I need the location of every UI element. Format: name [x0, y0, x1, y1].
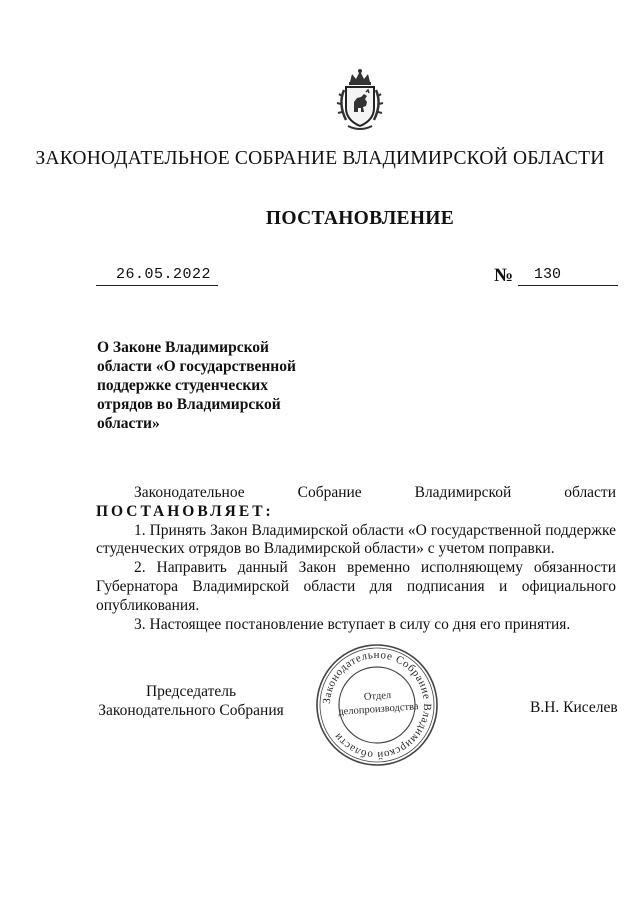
- decree-item-1: 1. Принять Закон Владимирской области «О государственной поддержке студенческих отрядов во Владимирской области» с учетом поправки.: [96, 521, 616, 558]
- subject-line: О Законе Владимирской: [97, 339, 269, 356]
- preamble-word: Законодательное: [134, 484, 245, 501]
- document-date: 26.05.2022: [116, 266, 212, 283]
- decree-item-2: 2. Направить данный Закон временно исполняющему обязанности Губернатора Владимирской области для подписания и официального опубликования.: [96, 559, 616, 614]
- signatory-name: В.Н. Киселев: [530, 699, 618, 716]
- date-field: [96, 265, 218, 286]
- document-type-title: ПОСТАНОВЛЕНИЕ: [265, 208, 455, 229]
- coat-of-arms-emblem: [336, 68, 384, 132]
- signatory-position: [96, 682, 286, 720]
- preamble-word: Владимирской: [414, 484, 512, 501]
- subject-line: области»: [97, 415, 160, 432]
- document-subject: [97, 338, 307, 433]
- preamble-word: Собрание: [297, 484, 362, 501]
- subject-line: поддержке студенческих: [97, 377, 268, 394]
- decree-word: ПОСТАНОВЛЯЕТ:: [96, 502, 274, 520]
- vladimir-oblast-coat-of-arms-icon: [336, 68, 384, 132]
- preamble-word: области: [564, 484, 617, 501]
- subject-line: отрядов во Владимирской: [97, 396, 281, 413]
- position-line: Законодательного Собрания: [98, 702, 284, 719]
- document-number: 130: [534, 266, 562, 283]
- preamble: [96, 484, 616, 503]
- number-field: [518, 265, 618, 286]
- number-sign: №: [494, 265, 514, 286]
- decree-item-3: 3. Настоящее постановление вступает в силу со дня его принятия.: [134, 615, 571, 633]
- stamp-center-line: Отдел: [363, 690, 392, 703]
- subject-line: области «О государственной: [97, 358, 296, 375]
- organization-title: ЗАКОНОДАТЕЛЬНОЕ СОБРАНИЕ ВЛАДИМИРСКОЙ ОБЛАСТИ: [35, 148, 605, 169]
- stamp-center-line: делопроизводства: [338, 701, 419, 718]
- stamp-ring-text: Законодательное Собрание Владимирской области: [320, 648, 434, 762]
- document-body: [96, 484, 616, 634]
- position-line: Председатель: [145, 683, 237, 700]
